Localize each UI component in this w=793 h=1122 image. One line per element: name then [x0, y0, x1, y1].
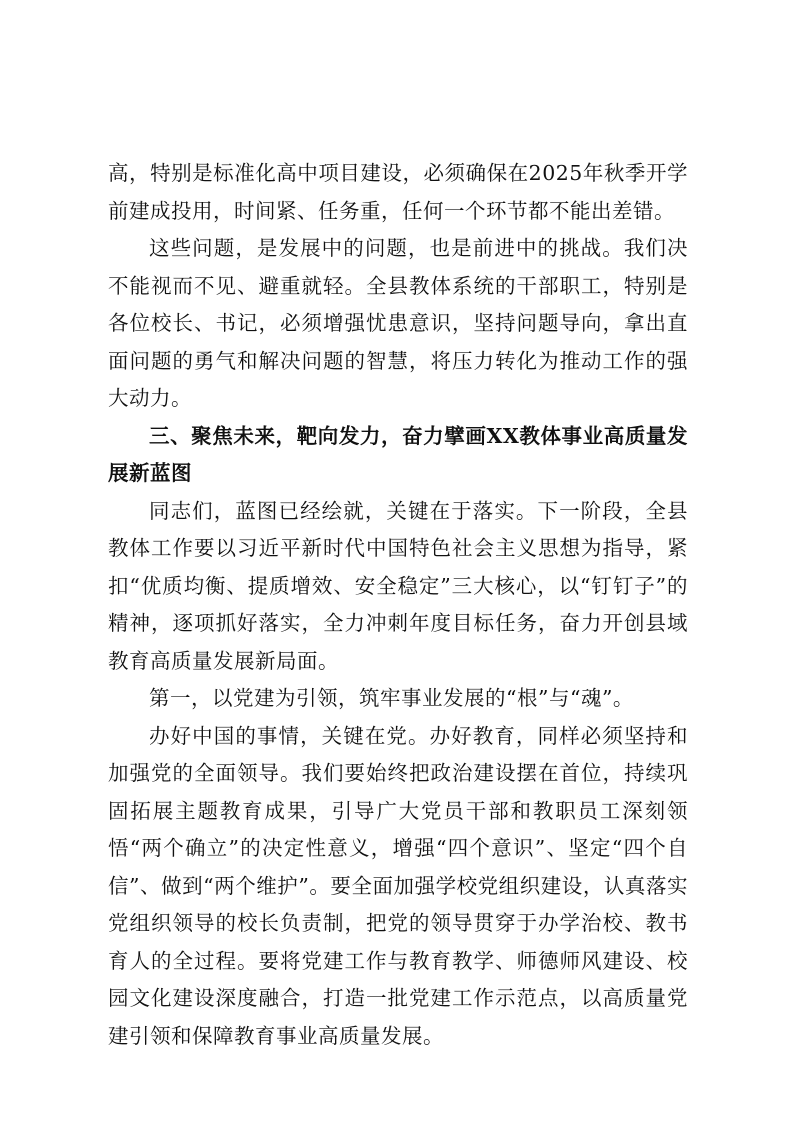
section-heading-three: 三、聚焦未来，靶向发力，奋力擘画XX教体事业高质量发展新蓝图	[108, 423, 688, 485]
paragraph-blueprint: 同志们，蓝图已经绘就，关键在于落实。下一阶段，全县教体工作要以习近平新时代中国特色社会主义思想为指导，紧扣“优质均衡、提质增效、安全稳定”三大核心，以“钉钉子”的精神，逐项抓好落实，全力冲刺年度目标任务，奋力开创县域教育高质量发展新局面。	[108, 498, 688, 673]
paragraph-first-point: 第一，以党建为引领，筑牢事业发展的“根”与“魂”。	[149, 686, 634, 710]
document-body	[108, 155, 688, 1055]
paragraph-problems: 这些问题，是发展中的问题，也是前进中的挑战。我们决不能视而不见、避重就轻。全县教体系统的干部职工，特别是各位校长、书记，必须增强忧患意识，坚持问题导向，拿出直面问题的勇气和解决问题的智慧，将压力转化为推动工作的强大动力。	[108, 236, 688, 410]
paragraph-continuation: 高，特别是标准化高中项目建设，必须确保在2025年秋季开学前建成投用，时间紧、任务重，任何一个环节都不能出差错。	[108, 161, 688, 223]
paragraph-party-leadership: 办好中国的事情，关键在党。办好教育，同样必须坚持和加强党的全面领导。我们要始终把政治建设摆在首位，持续巩固拓展主题教育成果，引导广大党员干部和教职员工深刻领悟“两个确立”的决定性意义，增强“四个意识”、坚定“四个自信”、做到“两个维护”。要全面加强学校党组织建设，认真落实党组织领导的校长负责制，把党的领导贯穿于办学治校、教书育人的全过程。要将党建工作与教育教学、师德师风建设、校园文化建设深度融合，打造一批党建工作示范点，以高质量党建引领和保障教育事业高质量发展。	[108, 723, 688, 1048]
